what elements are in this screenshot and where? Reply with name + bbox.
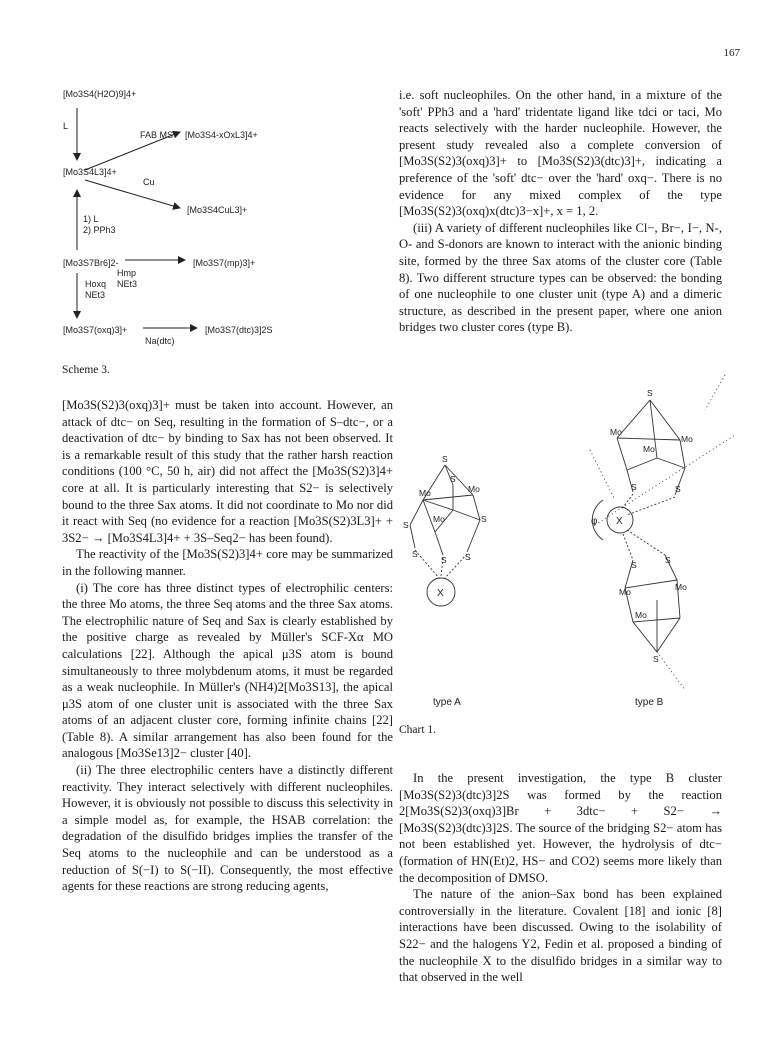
left-column-text [62, 397, 393, 895]
cluster-structure-diagram [395, 360, 735, 720]
scheme-label-oxq: [Mo3S7(oxq)3]+ [63, 325, 128, 335]
atom-label: S [442, 454, 448, 464]
angle-label-phi: φ [591, 516, 598, 527]
atom-label: Mo [468, 484, 480, 494]
right-paragraph: In the present investigation, the type B cluster [Mo3S(S2)3(dtc)3]2S was formed by the reaction 2[Mo3S(S2)3(oxq)3]Br + 3dtc− + S2− → [Mo3S(S2)3(dtc)3]2S. The source of the bridging S2− atom has not been established yet. However, the hydrolysis of dtc− (formation of HN(Et)2, HS− and CO2) seems more likely than the decomposition of DMSO. [399, 771, 722, 885]
atom-label: Mo [619, 587, 631, 597]
scheme-label-fab-product: [Mo3S4-xOxL3]4+ [185, 130, 258, 140]
scheme-label-hmp: Hmp [117, 268, 137, 278]
scheme-label-step2: 2) PPh3 [83, 225, 116, 235]
atom-label: S [412, 549, 418, 559]
atom-label: S [465, 552, 471, 562]
atom-label: Mo [681, 434, 693, 444]
left-paragraph: [Mo3S(S2)3(oxq)3]+ must be taken into account. However, an attack of dtc− on Seq, resulting in the formation of S–dtc−, or a deactivation of dtc− by binding to Sax has not been observed. It is a remarkable result of this study that the rather harsh reaction conditions (100 °C, 50 h, air) did not affect the [Mo3S(S2)3]4+ core at all. It is particularly interesting that S2− is selectively bound to the three Sax atoms. It did not coordinate to Mo nor did it react with Seq (no evidence for a reaction [Mo3S(S2)3L3]+ + 3S2− → [Mo3S4L3]4+ + 3S–Seq2− has been found). [62, 398, 393, 545]
atom-label: S [653, 654, 659, 664]
reaction-scheme-diagram [55, 80, 395, 380]
atom-label: Mo [635, 610, 647, 620]
scheme-label-hoxq: Hoxq [85, 279, 107, 289]
right-paragraph: i.e. soft nucleophiles. On the other hand, in a mixture of the 'soft' PPh3 and a 'hard' tridentate ligand like tdci or taci, Mo reacts selectively with the harder nucleophile. However, the present study revealed also a complete conversion of [Mo3S(S2)3(oxq)3]+ to [Mo3S(S2)3(dtc)3]+, indicating a preference of the 'soft' dtc− over the 'hard' oxq−. There is no evidence for any mixed complex of the type [Mo3S(S2)3(oxq)x(dtc)3−x]+, x = 1, 2. [399, 88, 722, 219]
left-paragraph: (i) The core has three distinct types of electrophilic centers: the three Mo atoms, the three Seq atoms and the three Sax atoms. The electrophilic nature of Seq and Sax is clearly established by the positive charge as revealed by Müller's SCF-Xα MO calculations [22]. Although the apical μ3S atom is bound simultaneously to three molybdenum atoms, it must be regarded as a weak nucleophile. In Müller's (NH4)2[Mo3S13], the apical μ3S atom of one cluster unit is associated with the three Sax atoms of an adjacent cluster core, forming infinite chains [22] (Table 8). A similar arrangement has also been found for the analogous [Mo3Se13]2− cluster [40]. [62, 580, 393, 761]
atom-label: Mo [610, 427, 622, 437]
atom-label: S [631, 560, 637, 570]
chart-caption: Chart 1. [399, 724, 437, 736]
left-paragraph: The reactivity of the [Mo3S(S2)3]4+ core may be summarized in the following manner. [62, 547, 393, 578]
scheme-label-cu-product: [Mo3S4CuL3]+ [187, 205, 248, 215]
right-column-text-top [399, 87, 722, 336]
left-paragraph: (ii) The three electrophilic centers have a distinctly different reactivity. They interact selectively with different nucleophiles. However, it is obviously not possible to discuss this selectivity in a simple model as, for example, the HSAB correlation: the degradation of the disulfido bridges implies the transfer of the Seq atoms to the nucleophile and can be understood as a reduction of S(−I) to S(−II). Consequently, the most effective agents for these reactions are strong reducing agents, [62, 763, 393, 894]
scheme-3 [55, 80, 395, 380]
right-column-text-bottom [399, 770, 722, 986]
type-b-label: type B [635, 697, 664, 708]
scheme-label-L: L [63, 121, 69, 131]
chart-1 [395, 360, 735, 720]
atom-label: S [450, 474, 456, 484]
atom-label: Mo [675, 582, 687, 592]
atom-label: S [403, 520, 409, 530]
atom-label: S [675, 484, 681, 494]
atom-label: Mo [419, 488, 431, 498]
atom-label: Mo [433, 514, 445, 524]
scheme-label-dtc-product: [Mo3S7(dtc)3]2S [205, 325, 273, 335]
atom-label: S [441, 555, 447, 565]
scheme-label-br: [Mo3S7Br6]2- [63, 258, 119, 268]
scheme-label-nadtc: Na(dtc) [145, 336, 175, 346]
scheme-label-cu: Cu [143, 177, 155, 187]
scheme-label-net3a: NEt3 [117, 279, 138, 289]
scheme-label-fabms: FAB MS [140, 130, 174, 140]
atom-label: Mo [643, 444, 655, 454]
atom-label: S [665, 555, 671, 565]
scheme-label-mid: [Mo3S4L3]4+ [63, 167, 117, 177]
scheme-label-mp-product: [Mo3S7(mp)3]+ [193, 258, 256, 268]
atom-label: S [631, 482, 637, 492]
scheme-caption: Scheme 3. [62, 364, 110, 376]
atom-label: S [647, 388, 653, 398]
scheme-label-step1: 1) L [83, 214, 99, 224]
right-paragraph: The nature of the anion–Sax bond has been explained controversially in the literature. Covalent [18] and ionic [8] interactions have been discussed. Owing to the isolability of S22− and the halogens Y2, Fedin et al. proposed a binding of the nucleophile X to the disulfido bridges in a similar way to that observed in the well [399, 887, 722, 985]
scheme-label-net3b: NEt3 [85, 290, 106, 300]
type-a-label: type A [433, 697, 461, 708]
atom-label: S [481, 514, 487, 524]
atom-label-x: X [616, 516, 623, 527]
atom-label-x: X [437, 588, 444, 599]
right-paragraph: (iii) A variety of different nucleophiles like Cl−, Br−, I−, N-, O- and S-donors are known to interact with the anionic binding site, formed by the three Sax atoms of the cluster core (Table 8). Two different structure types can be observed: the bonding of one nucleophile to one cluster unit (type A) and a dimeric structure, as described in the present paper, where one anion bridges two cluster cores (type B). [399, 220, 722, 335]
page-number: 167 [723, 47, 740, 59]
scheme-label-top: [Mo3S4(H2O)9]4+ [63, 89, 137, 99]
